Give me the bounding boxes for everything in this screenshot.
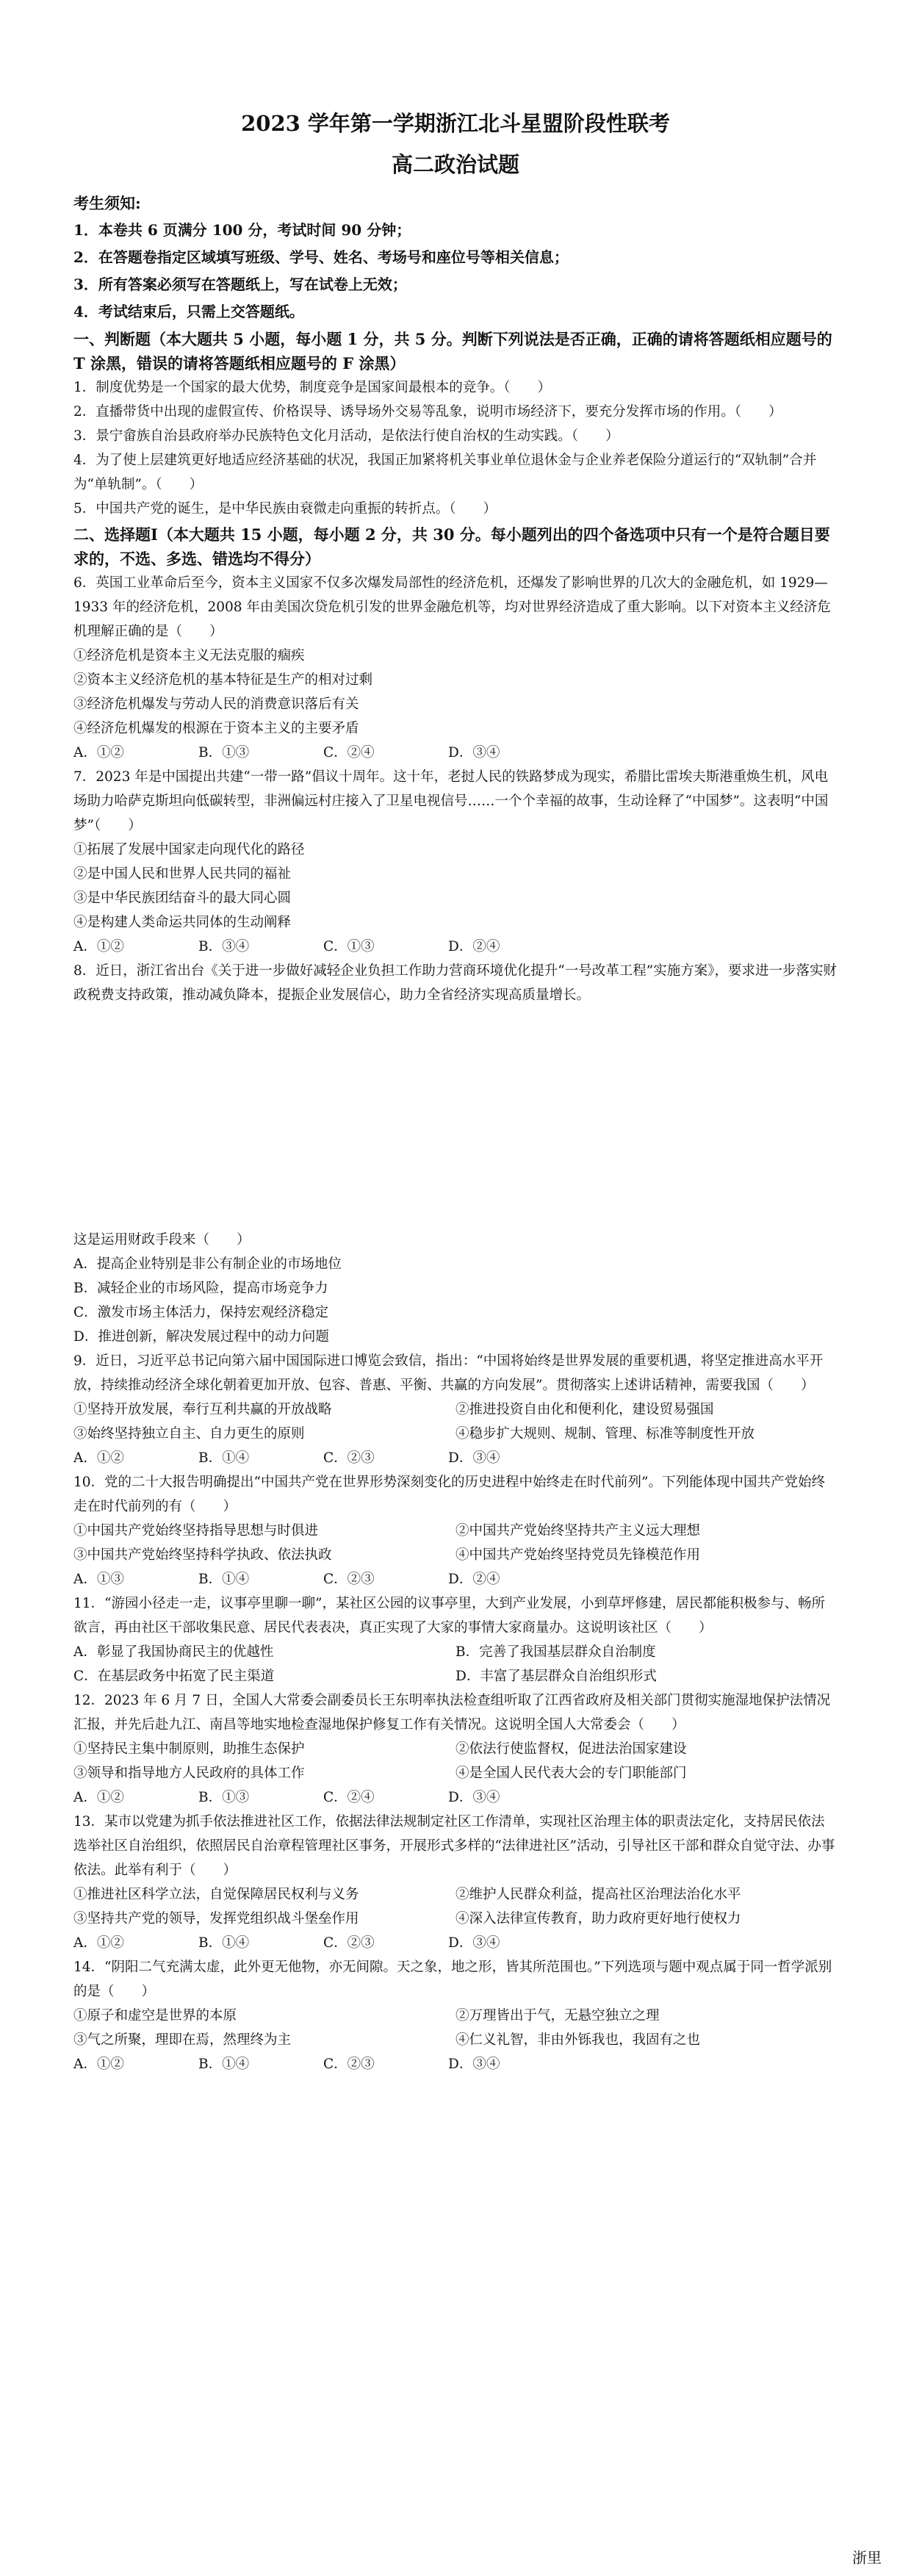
question-8-stem: 8．近日，浙江省出台《关于进一步做好减轻企业负担工作助力营商环境优化提升“一号改革工程”实施方案》，要求进一步落实财政税费支持政策，推动减负降本，提振企业发展信心，助力全省经济实现高质量增长。 — [73, 963, 837, 1003]
question-14-options — [73, 2052, 838, 2076]
option-c: C．②③ — [323, 1572, 375, 1587]
question-10-statements — [73, 1519, 838, 1567]
question-14-stem: 14．“阴阳二气充满太虚，此外更无他物，亦无间隙。天之象，地之形，皆其所范围也。”下列选项与题中观点属于同一哲学派别的是（ ） — [73, 1960, 832, 1999]
question-9-options — [73, 1446, 838, 1470]
notice-heading: 考生须知: — [73, 194, 141, 212]
question-6-statement: ②资本主义经济危机的基本特征是生产的相对过剩 — [73, 672, 373, 688]
statement: ①原子和虚空是世界的本原 — [73, 2008, 237, 2023]
question-7-statement: ①拓展了发展中国家走向现代化的路径 — [73, 842, 305, 857]
section-1-heading: 一、判断题（本大题共 5 小题，每小题 1 分，共 5 分。判断下列说法是否正确，正确的请将答题纸相应题号的 T 涂黑，错误的请将答题纸相应题号的 F 涂黑） — [73, 330, 832, 373]
question-6-statement: ④经济危机爆发的根源在于资本主义的主要矛盾 — [73, 721, 359, 736]
judge-item-1: 1．制度优势是一个国家的最大优势，制度竞争是国家间最根本的竞争。（ ） — [73, 380, 552, 395]
question-7-statement: ④是构建人类命运共同体的生动阐释 — [73, 915, 292, 930]
question-13-options — [73, 1931, 838, 1955]
notice-item: 3．所有答案必须写在答题纸上，写在试卷上无效； — [73, 276, 407, 293]
option-b: B．①④ — [198, 1935, 250, 1951]
option-c: C．②④ — [323, 745, 375, 760]
question-8-option: A．提高企业特别是非公有制企业的市场地位 — [73, 1256, 342, 1272]
statement: ①坚持民主集中制原则，助推生态保护 — [73, 1741, 305, 1757]
option-d: D．③④ — [448, 1935, 500, 1951]
judge-item-2: 2．直播带货中出现的虚假宣传、价格误导、诱导场外交易等乱象，说明市场经济下，要充分发挥市场的作用。（ ） — [73, 404, 782, 420]
question-7-statement: ③是中华民族团结奋斗的最大同心圆 — [73, 891, 292, 906]
judge-item-5: 5．中国共产党的诞生，是中华民族由衰微走向重振的转折点。（ ） — [73, 501, 497, 517]
statement: ①坚持开放发展，奉行互利共赢的开放战略 — [73, 1402, 332, 1417]
judge-item-3: 3．景宁畲族自治县政府举办民族特色文化月活动，是依法行使自治权的生动实践。（ ） — [73, 428, 619, 444]
footer-watermark: 浙里 — [852, 2549, 882, 2566]
judge-item-4: 4．为了使上层建筑更好地适应经济基础的状况，我国正加紧将机关事业单位退休金与企业养老保险分道运行的“双轨制”合并为“单轨制”。（ ） — [73, 453, 817, 492]
option-d: D．③④ — [448, 1790, 500, 1805]
option-c: C．②③ — [323, 1935, 375, 1951]
option-b: B．完善了我国基层群众自治制度 — [455, 1644, 656, 1660]
question-10-options — [73, 1567, 838, 1591]
option-a: A．①② — [73, 1450, 124, 1466]
statement: ③坚持共产党的领导，发挥党组织战斗堡垒作用 — [73, 1911, 359, 1926]
question-7-options — [73, 935, 838, 959]
question-12-statements — [73, 1737, 838, 1785]
statement: ③领导和指导地方人民政府的具体工作 — [73, 1766, 305, 1781]
statement: ③中国共产党始终坚持科学执政、依法执政 — [73, 1547, 332, 1563]
question-6-statement: ①经济危机是资本主义无法克服的痼疾 — [73, 648, 305, 663]
question-8-option: C．激发市场主体活力，保持宏观经济稳定 — [73, 1305, 329, 1320]
question-6-options — [73, 741, 838, 765]
notice-item: 1．本卷共 6 页满分 100 分，考试时间 90 分钟； — [73, 221, 411, 239]
statement: ②推进投资自由化和便利化，建设贸易强国 — [455, 1402, 714, 1417]
statement: ①中国共产党始终坚持指导思想与时俱进 — [73, 1523, 319, 1539]
statement: ④仁义礼智，非由外铄我也，我固有之也 — [455, 2032, 701, 2048]
option-b: B．①④ — [198, 1450, 250, 1466]
option-c: C．①③ — [323, 939, 375, 954]
notice-item: 2．在答题卷指定区域填写班级、学号、姓名、考场号和座位号等相关信息； — [73, 248, 569, 266]
option-d: D．③④ — [448, 745, 500, 760]
page-title: 2023 学年第一学期浙江北斗星盟阶段性联考 — [241, 111, 670, 136]
question-12-options — [73, 1785, 838, 1810]
page-content — [73, 103, 838, 2076]
option-a: A．①② — [73, 1790, 124, 1805]
question-8-option: D．推进创新，解决发展过程中的动力问题 — [73, 1329, 329, 1345]
question-7-statement: ②是中国人民和世界人民共同的福祉 — [73, 866, 292, 882]
question-12-stem: 12．2023 年 6 月 7 日，全国人大常委会副委员长王东明率执法检查组听取了江西省政府及相关部门贯彻实施湿地保护法情况汇报，并先后赴九江、南昌等地实地检查湿地保护修复工作有关情况。这说明全国人大常委会（ ） — [73, 1693, 831, 1733]
statement: ③始终坚持独立自主、自力更生的原则 — [73, 1426, 305, 1442]
option-d: D．丰富了基层群众自治组织形式 — [455, 1669, 657, 1684]
option-c: C．②③ — [323, 2057, 375, 2072]
option-a: A．①② — [73, 745, 124, 760]
option-c: C．②④ — [323, 1790, 375, 1805]
option-c: C．在基层政务中拓宽了民主渠道 — [73, 1669, 275, 1684]
statement: ④中国共产党始终坚持党员先锋模范作用 — [455, 1547, 701, 1563]
question-8-tail: 这是运用财政手段来（ ） — [73, 1232, 251, 1248]
section-2-heading: 二、选择题Ⅰ（本大题共 15 小题，每小题 2 分，共 30 分。每小题列出的四个备选项中只有一个是符合题目要求的，不选、多选、错选均不得分） — [73, 525, 830, 568]
option-d: D．②④ — [448, 1572, 500, 1587]
statement: ②维护人民群众利益，提高社区治理法治化水平 — [455, 1887, 741, 1902]
statement: ④深入法律宣传教育，助力政府更好地行使权力 — [455, 1911, 741, 1926]
question-9-stem: 9．近日，习近平总书记向第六届中国国际进口博览会致信，指出：“中国将始终是世界发展的重要机遇，将坚定推进高水平开放，持续推动经济全球化朝着更加开放、包容、普惠、平衡、共赢的方向发展”。贯彻落实上述讲话精神，需要我国（ ） — [73, 1353, 824, 1393]
option-a: A．①② — [73, 1935, 124, 1951]
option-b: B．③④ — [198, 939, 250, 954]
statement: ②依法行使监督权，促进法治国家建设 — [455, 1741, 687, 1757]
option-b: B．①③ — [198, 745, 250, 760]
question-14-statements — [73, 2004, 838, 2052]
question-10-stem: 10．党的二十大报告明确提出“中国共产党在世界形势深刻变化的历史进程中始终走在时代前列”。下列能体现中国共产党始终走在时代前列的有（ ） — [73, 1475, 825, 1514]
question-11-options — [73, 1640, 838, 1688]
option-d: D．②④ — [448, 939, 500, 954]
statement: ③气之所聚，理即在焉，然理终为主 — [73, 2032, 292, 2048]
question-8-option: B．减轻企业的市场风险，提高市场竞争力 — [73, 1281, 328, 1296]
option-a: A．①③ — [73, 1572, 124, 1587]
page-subtitle: 高二政治试题 — [391, 152, 519, 177]
statement: ④稳步扩大规则、规制、管理、标准等制度性开放 — [455, 1426, 755, 1442]
question-11-stem: 11．“游园小径走一走，议事亭里聊一聊”，某社区公园的议事亭里，大到产业发展，小到草坪修建，居民都能积极参与、畅所欲言，再由社区干部收集民意、居民代表表决，真正实现了大家的事情大家商量办。这说明该社区（ ） — [73, 1596, 825, 1636]
question-13-stem: 13．某市以党建为抓手依法推进社区工作，依据法律法规制定社区工作清单，实现社区治理主体的职责法定化，支持居民依法选举社区自治组织，依照居民自治章程管理社区事务，开展形式多样的“法律进社区”活动，引导社区干部和群众自觉守法、办事依法。此举有利于（ ） — [73, 1814, 835, 1878]
option-b: B．①④ — [198, 2057, 250, 2072]
option-a: A．①② — [73, 939, 124, 954]
option-c: C．②③ — [323, 1450, 375, 1466]
question-6-statement: ③经济危机爆发与劳动人民的消费意识落后有关 — [73, 697, 359, 712]
statement: ②万理皆出于气，无悬空独立之理 — [455, 2008, 660, 2023]
option-b: B．①④ — [198, 1572, 250, 1587]
option-d: D．③④ — [448, 1450, 500, 1466]
option-a: A．彰显了我国协商民主的优越性 — [73, 1644, 274, 1660]
option-d: D．③④ — [448, 2057, 500, 2072]
blank-space — [73, 1007, 838, 1228]
statement: ④是全国人民代表大会的专门职能部门 — [455, 1766, 687, 1781]
option-a: A．①② — [73, 2057, 124, 2072]
statement: ②中国共产党始终坚持共产主义远大理想 — [455, 1523, 701, 1539]
question-9-statements — [73, 1397, 838, 1446]
statement: ①推进社区科学立法，自觉保障居民权利与义务 — [73, 1887, 359, 1902]
question-6-stem: 6．英国工业革命后至今，资本主义国家不仅多次爆发局部性的经济危机，还爆发了影响世界的几次大的金融危机，如 1929—1933 年的经济危机，2008 年由美国次贷危机引发的世界金融危机等，均对世界经济造成了重大影响。以下对资本主义经济危机理解正确的是（ ） — [73, 575, 831, 639]
question-7-stem: 7．2023 年是中国提出共建“一带一路”倡议十周年。这十年，老挝人民的铁路梦成为现实，希腊比雷埃夫斯港重焕生机，风电场助力哈萨克斯坦向低碳转型，非洲偏远村庄接入了卫星电视信号……一个个幸福的故事，生动诠释了“中国梦”。这表明“中国梦”（ ） — [73, 769, 829, 833]
notice-item: 4．考试结束后，只需上交答题纸。 — [73, 303, 304, 320]
question-13-statements — [73, 1882, 838, 1931]
option-b: B．①③ — [198, 1790, 250, 1805]
